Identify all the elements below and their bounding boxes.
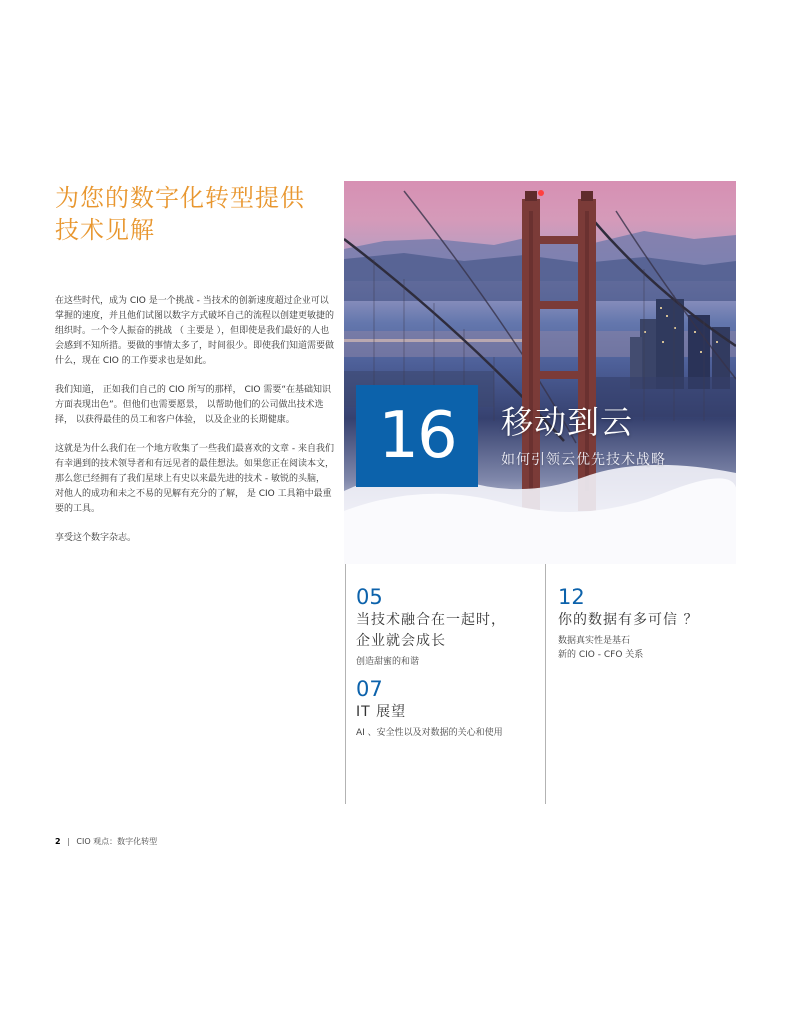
footer-separator: | bbox=[67, 837, 70, 846]
page-footer bbox=[55, 836, 157, 847]
toc-item-07[interactable] bbox=[356, 676, 516, 740]
toc-number: 07 bbox=[356, 677, 383, 701]
intro-paragraph-3: 这就是为什么我们在一个地方收集了一些我们最喜欢的文章 - 来自我们有幸遇到的技术领导者和有远见者的最佳想法。如果您正在阅读本文， 那么您已经拥有了我们星球上有史以来最先进的技术 - 敏锐的头脑， 对他人的成功和未之不易的见解有充分的了解， 是 CIO 工具箱中最重要的工具。 bbox=[55, 444, 335, 514]
toc-item-05[interactable] bbox=[356, 584, 536, 669]
toc-title: 你的数据有多可信 ？ bbox=[558, 612, 699, 628]
hero-feature-card[interactable] bbox=[344, 181, 736, 564]
page-title-line1: 为您的数字化转型提供 bbox=[55, 184, 305, 212]
bridge-photo-illustration bbox=[344, 181, 736, 564]
intro-paragraph-4: 享受这个数字杂志。 bbox=[55, 533, 137, 543]
toc-title bbox=[356, 610, 536, 652]
page-title-line2: 技术见解 bbox=[55, 216, 155, 244]
toc-description bbox=[558, 634, 738, 662]
toc-description-line1: 数据真实性是基石 bbox=[558, 636, 631, 646]
toc-item-12[interactable] bbox=[558, 584, 738, 662]
toc-number: 05 bbox=[356, 585, 383, 609]
toc-title-line2: 企业就会成长 bbox=[356, 633, 446, 649]
toc-title-line1: 当技术融合在一起时， bbox=[356, 612, 506, 628]
toc-description: 创造甜蜜的和谐 bbox=[356, 657, 420, 667]
page-number: 2 bbox=[55, 837, 61, 846]
page-title bbox=[55, 182, 325, 246]
footer-title: CIO 观点：数字化转型 bbox=[76, 837, 158, 846]
toc-description-line2: 新的 CIO - CFO 关系 bbox=[558, 650, 644, 660]
feature-title: 移动到云 bbox=[501, 403, 634, 441]
feature-subtitle: 如何引领云优先技术战略 bbox=[501, 452, 666, 468]
intro-paragraph-2: 我们知道， 正如我们自己的 CIO 所写的那样， CIO 需要“在基础知识方面表现出色”。但他们也需要愿景， 以帮助他们的公司做出技术选择， 以获得最佳的员工和客户体验， 以及企业的长期健康。 bbox=[55, 385, 332, 425]
feature-number-badge: 16 bbox=[356, 385, 478, 487]
toc-number: 12 bbox=[558, 585, 585, 609]
intro-text bbox=[55, 294, 335, 560]
intro-paragraph-1: 在这些时代，成为 CIO 是一个挑战 - 当技术的创新速度超过企业可以掌握的速度，并且他们试图以数字方式破坏自己的流程以创建更敏捷的组织时。一个令人振奋的挑战 （ 主要是 ），但即使是我们最好的人也会感到不知所措。要做的事情太多了，时间很少。即使我们知道需要做什么，现在 CIO 的工作要求也是如此。 bbox=[55, 296, 335, 366]
toc-description: AI 、安全性以及对数据的关心和使用 bbox=[356, 728, 503, 738]
toc-title: IT 展望 bbox=[356, 704, 407, 720]
